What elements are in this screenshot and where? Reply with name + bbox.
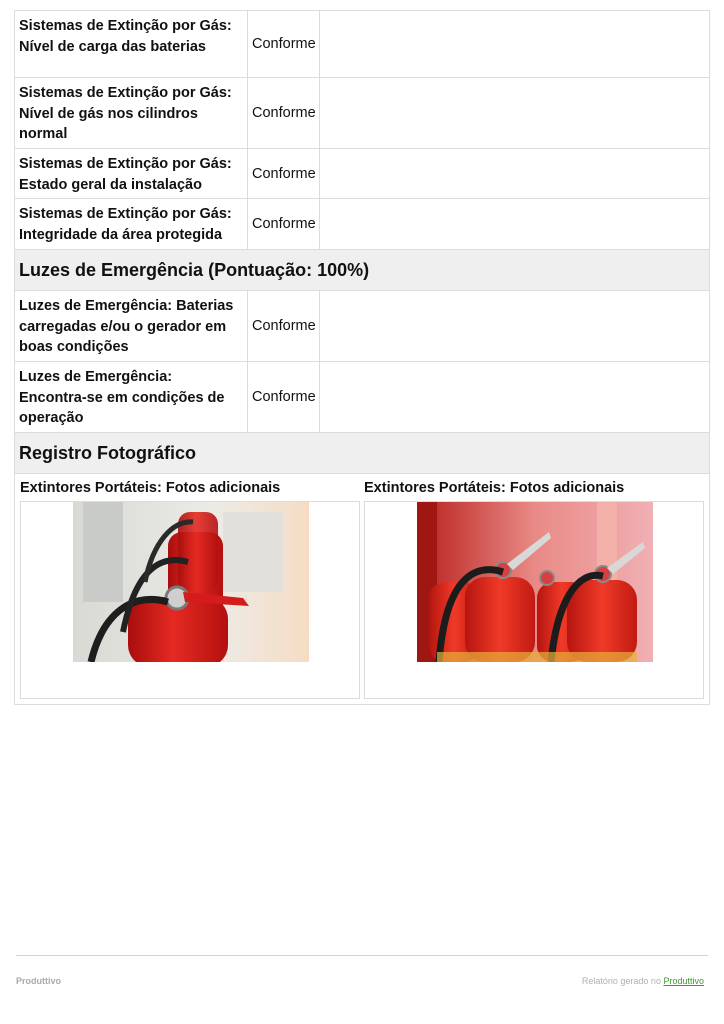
comment-cell (320, 11, 709, 77)
answer-cell: Conforme (248, 11, 320, 77)
photo-caption: Extintores Portáteis: Fotos adicionais (20, 480, 281, 496)
table-row (15, 11, 709, 78)
comment-cell (320, 199, 709, 249)
report-table (14, 10, 710, 705)
photo-item (20, 480, 360, 699)
answer-cell: Conforme (248, 78, 320, 148)
footer-brand: Produttivo (16, 976, 61, 986)
table-row (15, 199, 709, 250)
table-row (15, 291, 709, 362)
photo-caption: Extintores Portáteis: Fotos adicionais (364, 480, 625, 496)
question-cell: Sistemas de Extinção por Gás: Nível de gás nos cilindros normal (15, 78, 248, 148)
photo-gallery (15, 474, 709, 704)
comment-cell (320, 291, 709, 361)
question-cell: Luzes de Emergência: Encontra-se em condições de operação (15, 362, 248, 432)
photo-item (364, 480, 704, 699)
table-row (15, 362, 709, 433)
photo-frame[interactable] (364, 501, 704, 699)
answer-cell: Conforme (248, 199, 320, 249)
comment-cell (320, 78, 709, 148)
footer-generated-text: Relatório gerado no (581, 976, 661, 986)
question-cell: Sistemas de Extinção por Gás: Integridade da área protegida (15, 199, 248, 249)
comment-cell (320, 149, 709, 198)
fire-extinguisher-photo (73, 502, 309, 662)
comment-cell (320, 362, 709, 432)
answer-cell: Conforme (248, 291, 320, 361)
fire-extinguisher-photo (417, 502, 653, 662)
photo-frame[interactable] (20, 501, 360, 699)
section-header-photo-record: Registro Fotográfico (15, 433, 709, 474)
answer-cell: Conforme (248, 362, 320, 432)
footer-produttivo-link[interactable]: Produttivo (663, 976, 704, 986)
question-cell: Sistemas de Extinção por Gás: Estado geral da instalação (15, 149, 248, 198)
table-row (15, 78, 709, 149)
table-row (15, 149, 709, 199)
section-header-emergency-lights: Luzes de Emergência (Pontuação: 100%) (15, 250, 709, 291)
question-cell: Sistemas de Extinção por Gás: Nível de carga das baterias (15, 11, 248, 77)
answer-cell: Conforme (248, 149, 320, 198)
footer-divider (16, 955, 708, 956)
footer-generated-note (582, 976, 704, 986)
question-cell: Luzes de Emergência: Baterias carregadas e/ou o gerador em boas condições (15, 291, 248, 361)
